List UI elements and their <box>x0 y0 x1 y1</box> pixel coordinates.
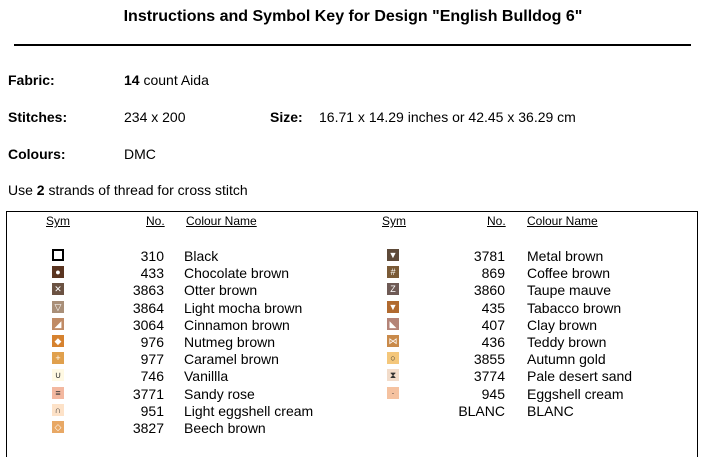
colour-name: Clay brown <box>527 317 598 333</box>
hourglass-icon: ⧗ <box>387 369 399 381</box>
instruction-post: strands of thread for cross stitch <box>44 182 248 198</box>
dmc-number: 3774 <box>473 368 505 384</box>
triangle-down-filled-icon: ▼ <box>388 249 398 260</box>
fabric-type: count Aida <box>139 72 209 88</box>
strands-instruction <box>8 182 248 198</box>
dmc-number: 3860 <box>473 282 505 298</box>
hash-icon: # <box>387 266 399 278</box>
fabric-label: Fabric: <box>8 72 55 88</box>
dmc-number: 977 <box>140 351 164 367</box>
bars-icon: ≡ <box>52 387 64 399</box>
colour-name: Black <box>184 248 219 264</box>
title-rule <box>14 44 691 46</box>
colour-name: Taupe mauve <box>527 282 612 298</box>
right-header-sym: Sym <box>382 214 406 228</box>
colour-name: Cinnamon brown <box>184 317 290 333</box>
dmc-number: 433 <box>140 265 164 281</box>
ring-icon: ○ <box>387 352 399 364</box>
x-mark-icon: ✕ <box>52 283 64 295</box>
colour-name: Autumn gold <box>527 351 606 367</box>
dot-icon: · <box>387 387 399 399</box>
dmc-number: 3864 <box>132 300 164 316</box>
z-icon: Z <box>387 283 399 295</box>
triangle-corner-small-icon: ◣ <box>387 318 399 330</box>
arch-icon: ∩ <box>52 404 64 416</box>
page-title: Instructions and Symbol Key for Design "English Bulldog 6" <box>123 8 583 25</box>
diamond-icon: ◆ <box>52 335 64 347</box>
dmc-number: 3827 <box>132 420 164 436</box>
colour-name: Pale desert sand <box>527 368 633 384</box>
colour-name: Vanillla <box>184 368 229 384</box>
dmc-number: 976 <box>140 334 164 350</box>
colour-name: Teddy brown <box>527 334 607 350</box>
colours-label: Colours: <box>8 146 66 162</box>
colours-value: DMC <box>124 146 156 162</box>
colour-name: Light mocha brown <box>184 300 303 316</box>
dmc-number: 945 <box>481 386 505 402</box>
dmc-number: 310 <box>140 248 164 264</box>
dmc-number: 435 <box>481 300 505 316</box>
left-header-no: No. <box>146 214 165 228</box>
fabric-value <box>124 72 209 88</box>
stitches-label: Stitches: <box>8 109 68 125</box>
dmc-number: 869 <box>481 265 505 281</box>
open-square-icon <box>52 249 64 261</box>
colour-name: Beech brown <box>184 420 266 436</box>
dmc-number: 3863 <box>132 282 164 298</box>
dmc-number: BLANC <box>458 403 505 419</box>
colour-name: Coffee brown <box>527 265 611 281</box>
blank-icon <box>387 404 399 416</box>
dmc-number: 3855 <box>473 351 505 367</box>
strand-count: 2 <box>36 182 45 198</box>
right-header-name: Colour Name <box>527 214 598 228</box>
dmc-number: 436 <box>481 334 505 350</box>
cup-icon: ∪ <box>52 369 64 381</box>
plus-icon: + <box>52 352 64 364</box>
fabric-count: 14 <box>124 72 140 88</box>
colour-name: Caramel brown <box>184 351 279 367</box>
colour-name: Nutmeg brown <box>184 334 276 350</box>
triangle-down-outline-icon: ▼ <box>388 301 398 312</box>
colour-name: Sandy rose <box>184 386 255 402</box>
dmc-number: 3771 <box>132 386 164 402</box>
dmc-number: 746 <box>140 368 164 384</box>
colour-name: Light eggshell cream <box>184 403 314 419</box>
bowtie-icon: ⋈ <box>388 335 398 346</box>
left-header-sym: Sym <box>46 214 70 228</box>
dmc-number: 407 <box>481 317 505 333</box>
colour-name: Eggshell cream <box>527 386 624 402</box>
triangle-down-icon: ▽ <box>52 301 64 313</box>
triangle-corner-icon: ◢ <box>52 318 64 330</box>
dmc-number: 3781 <box>473 248 505 264</box>
colour-name: BLANC <box>527 403 574 419</box>
size-label: Size: <box>270 109 303 125</box>
colour-name: Tabacco brown <box>527 300 622 316</box>
filled-circle-icon: ● <box>52 266 64 278</box>
instruction-pre: Use <box>8 182 37 198</box>
left-header-name: Colour Name <box>186 214 257 228</box>
colour-name: Metal brown <box>527 248 604 264</box>
colour-name: Chocolate brown <box>184 265 290 281</box>
stitches-value: 234 x 200 <box>124 109 186 125</box>
dmc-number: 3064 <box>132 317 164 333</box>
colour-name: Otter brown <box>184 282 258 298</box>
small-diamond-icon: ◇ <box>52 421 64 433</box>
size-value: 16.71 x 14.29 inches or 42.45 x 36.29 cm <box>319 109 576 125</box>
right-header-no: No. <box>487 214 506 228</box>
dmc-number: 951 <box>140 403 164 419</box>
